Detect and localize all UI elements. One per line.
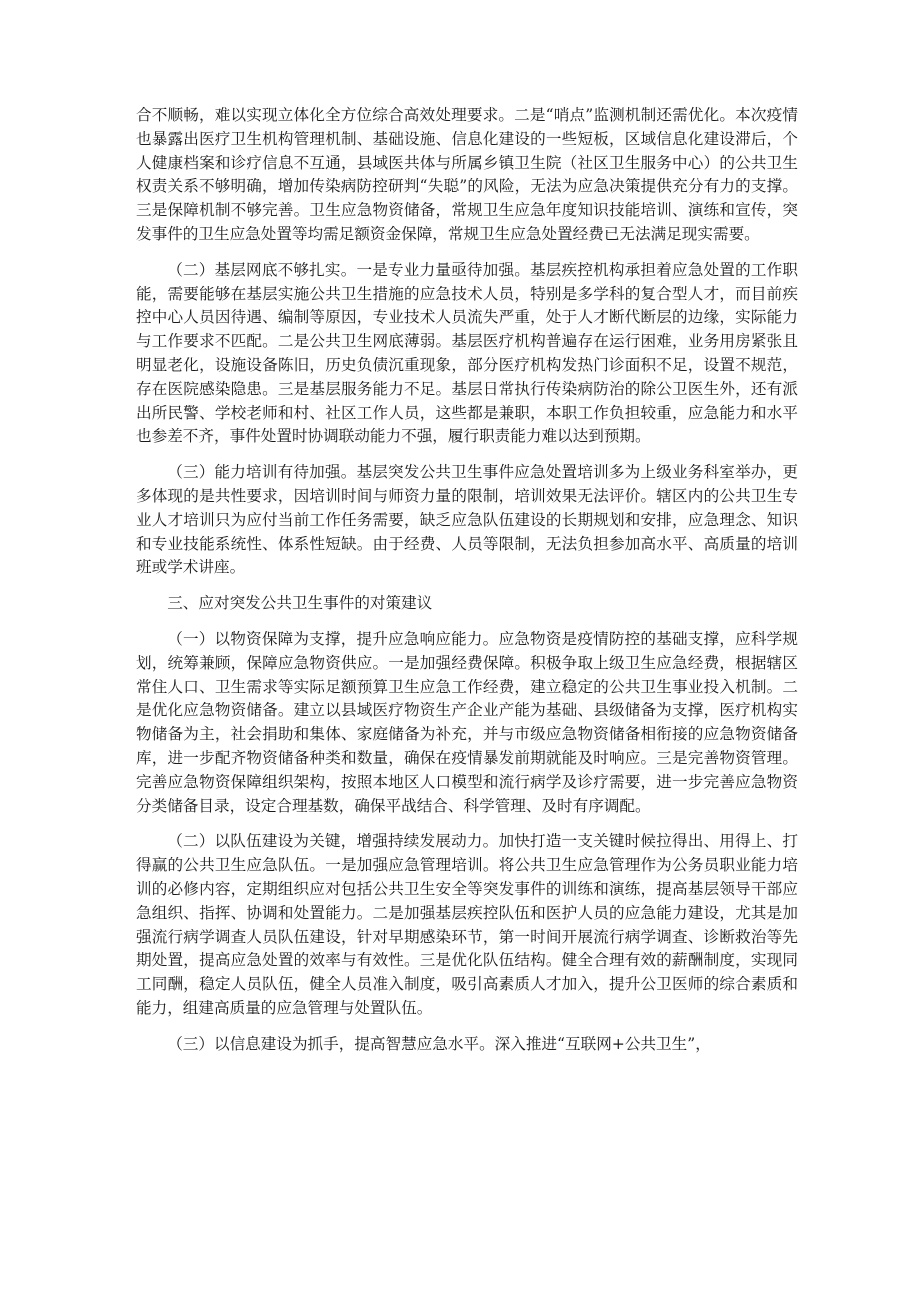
paragraph-supplies: （一）以物资保障为支撑，提升应急响应能力。应急物资是疫情防控的基础支撑，应科学规划，统筹兼顾，保障应急物资供应。一是加强经费保障。积极争取上级卫生应急经费，根据辖区常住人口、卫生需求等实际足额预算卫生应急工作经费，建立稳定的公共卫生事业投入机制。二是优化应急物资储备。建立以县域医疗物资生产企业产能为基础、县级储备为支撑，医疗机构实物储备为主，社会捐助和集体、家庭储备为补充，并与市级应急物资储备相衔接的应急物资储备库，进一步配齐物资储备种类和数量，确保在疫情暴发前期就能及时响应。三是完善物资管理。完善应急物资保障组织架构，按照本地区人口模型和流行病学及诊疗需要，进一步完善应急物资分类储备目录，设定合理基数，确保平战结合、科学管理、及时有序调配。 <box>136 629 798 815</box>
paragraph-training: （三）能力培训有待加强。基层突发公共卫生事件应急处置培训多为上级业务科室举办，更多体现的是共性要求，因培训时间与师资力量的限制，培训效果无法评价。辖区内的公共卫生专业人才培训只为应付当前工作任务需要，缺乏应急队伍建设的长期规划和安排，应急理念、知识和专业技能系统性、体系性短缺。由于经费、人员等限制，无法负担参加高水平、高质量的培训班或学术讲座。 <box>136 463 798 577</box>
paragraph-grassroots-network: （二）基层网底不够扎实。一是专业力量亟待加强。基层疾控机构承担着应急处置的工作职能，需要能够在基层实施公共卫生措施的应急技术人员，特别是多学科的复合型人才，而目前疾控中心人员因待遇、编制等原因，专业技术人员流失严重，处于人才断代断层的边缘，实际能力与工作要求不匹配。二是公共卫生网底薄弱。基层医疗机构普遍存在运行困难，业务用房紧张且明显老化，设施设备陈旧，历史负债沉重现象，部分医疗机构发热门诊面积不足，设置不规范，存在医院感染隐患。三是基层服务能力不足。基层日常执行传染病防治的除公卫医生外，还有派出所民警、学校老师和村、社区工作人员，这些都是兼职，本职工作负担较重，应急能力和水平也参差不齐，事件处置时协调联动能力不强，履行职责能力难以达到预期。 <box>136 260 798 446</box>
paragraph-continued: 合不顺畅，难以实现立体化全方位综合高效处理要求。二是“哨点”监测机制还需优化。本次疫情也暴露出医疗卫生机构管理机制、基础设施、信息化建设的一些短板，区域信息化建设滞后，个人健康档案和诊疗信息不互通，县域医共体与所属乡镇卫生院（社区卫生服务中心）的公共卫生权责关系不够明确，增加传染病防控研判“失聪”的风险，无法为应急决策提供充分有力的支撑。三是保障机制不够完善。卫生应急物资储备，常规卫生应急年度知识技能培训、演练和宣传，突发事件的卫生应急处置等均需足额资金保障，常规卫生应急处置经费已无法满足现实需要。 <box>136 106 798 243</box>
paragraph-information: （三）以信息建设为抓手，提高智慧应急水平。深入推进“互联网+公共卫生”， <box>167 1034 711 1053</box>
document-page <box>136 104 798 1068</box>
paragraph-team-building: （二）以队伍建设为关键，增强持续发展动力。加快打造一支关键时候拉得出、用得上、打得赢的公共卫生应急队伍。一是加强应急管理培训。将公共卫生应急管理作为公务员职业能力培训的必修内容，定期组织应对包括公共卫生安全等突发事件的训练和演练，提高基层领导干部应急组织、指挥、协调和处置能力。二是加强基层疾控队伍和医护人员的应急能力建设，尤其是加强流行病学调查人员队伍建设，针对早期感染环节，第一时间开展流行病学调查、诊断救治等先期处置，提高应急处置的效率与有效性。三是优化队伍结构。健全合理有效的薪酬制度，实现同工同酬，稳定人员队伍，健全人员准入制度，吸引高素质人才加入，提升公卫医师的综合素质和能力，组建高质量的应急管理与处置队伍。 <box>136 832 798 1017</box>
section-heading-countermeasures: 三、应对突发公共卫生事件的对策建议 <box>167 594 433 613</box>
